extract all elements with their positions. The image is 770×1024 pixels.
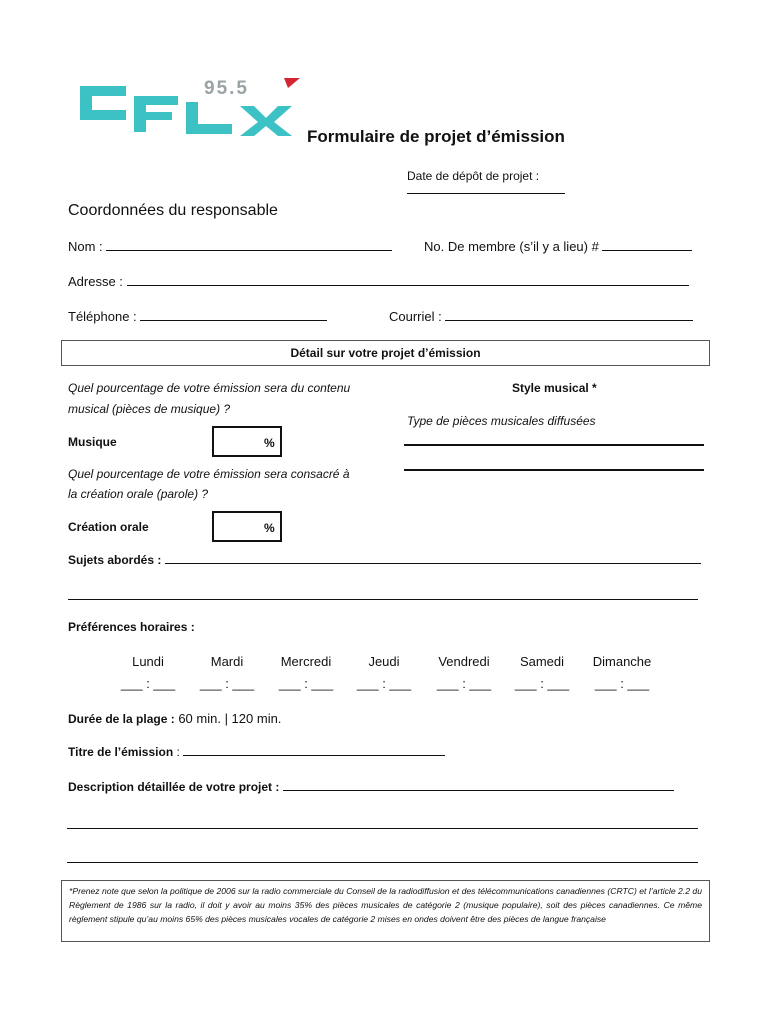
day-thursday: Jeudi [368,654,400,669]
form-title: Formulaire de projet d’émission [307,127,565,146]
time-sunday[interactable]: ___ : ___ [594,676,650,691]
time-wednesday[interactable]: ___ : ___ [278,676,334,691]
member-row [424,239,692,254]
time-thursday[interactable]: ___ : ___ [356,676,412,691]
time-friday[interactable]: ___ : ___ [436,676,492,691]
duration-label: Durée de la plage : [68,712,175,726]
email-field[interactable] [445,319,693,321]
name-label: Nom : [68,239,103,254]
name-row [68,239,392,254]
subjects-label: Sujets abordés : [68,553,162,567]
style-field-line-1[interactable] [404,444,704,446]
oral-question-line2: la création orale (parole) ? [68,487,209,501]
time-saturday[interactable]: ___ : ___ [514,676,570,691]
member-field[interactable] [602,249,692,251]
day-wednesday: Mercredi [280,654,332,669]
oral-label: Création orale [68,520,149,534]
description-label: Description détaillée de votre projet : [68,780,280,794]
oral-percent-field[interactable] [212,511,282,542]
day-tuesday: Mardi [210,654,244,669]
footnote-box [61,880,710,942]
subjects-field[interactable] [165,562,701,564]
day-sunday: Dimanche [592,654,652,669]
show-title-colon: : [176,745,180,759]
show-title-row [68,745,445,759]
oral-question-line1: Quel pourcentage de votre émission sera consacré à [68,467,350,481]
oral-percent-sign: % [264,521,275,535]
description-field-line-2[interactable] [67,828,698,829]
duration-row [68,711,281,726]
music-question-line1: Quel pourcentage de votre émission sera du contenu [68,381,351,395]
address-field[interactable] [127,284,689,286]
show-title-field[interactable] [183,754,445,756]
member-label: No. De membre (s’il y a lieu) # [424,239,599,254]
project-heading: Détail sur votre projet d’émission [290,346,481,360]
address-label: Adresse : [68,274,123,289]
subjects-field-line-2[interactable] [68,599,698,600]
music-percent-sign: % [264,436,275,450]
style-field-line-2[interactable] [404,469,704,471]
deposit-date-label: Date de dépôt de projet : [407,169,540,183]
name-field[interactable] [106,249,392,251]
logo-graphic [74,76,304,140]
email-row [389,309,693,324]
address-row [68,274,689,289]
logo-frequency: 95.5 [204,78,249,99]
phone-row [68,309,327,324]
music-label: Musique [68,435,117,449]
coordinates-heading: Coordonnées du responsable [68,202,278,219]
day-friday: Vendredi [438,654,490,669]
phone-label: Téléphone : [68,309,137,324]
footnote-text: *Prenez note que selon la politique de 2006 sur la radio commerciale du Conseil de la radiodiffusion et des télécommunications canadiennes (CRTC) et l’article 2.2 du Règlement de 1986 sur la radio, il doit y avoir au moins 35% des pièces musicales de catégorie 2 (musique populaire), soit des pièces canadiennes. Ce même règlement stipule qu’au moins 65% des pièces musicales vocales de catégorie 2 mises en ondes doivent être des pièces de langue française [69,886,702,924]
music-percent-field[interactable] [212,426,282,457]
station-logo [74,76,304,140]
time-tuesday[interactable]: ___ : ___ [199,676,255,691]
style-label: Style musical * [512,381,597,395]
day-saturday: Samedi [519,654,565,669]
description-field[interactable] [283,789,674,791]
deposit-date-field[interactable] [407,192,565,194]
deposit-date-row [407,169,699,197]
description-field-line-3[interactable] [67,862,698,863]
day-monday: Lundi [132,654,164,669]
time-monday[interactable]: ___ : ___ [120,676,176,691]
phone-field[interactable] [140,319,327,321]
music-question-line2: musical (pièces de musique) ? [68,402,231,416]
duration-options[interactable]: 60 min. | 120 min. [178,711,282,726]
subjects-row [68,553,701,567]
email-label: Courriel : [389,309,442,324]
project-heading-box [61,340,710,366]
schedule-label: Préférences horaires : [68,620,195,634]
style-hint: Type de pièces musicales diffusées [407,414,596,428]
show-title-label: Titre de l’émission [68,745,174,759]
description-row [68,780,674,794]
